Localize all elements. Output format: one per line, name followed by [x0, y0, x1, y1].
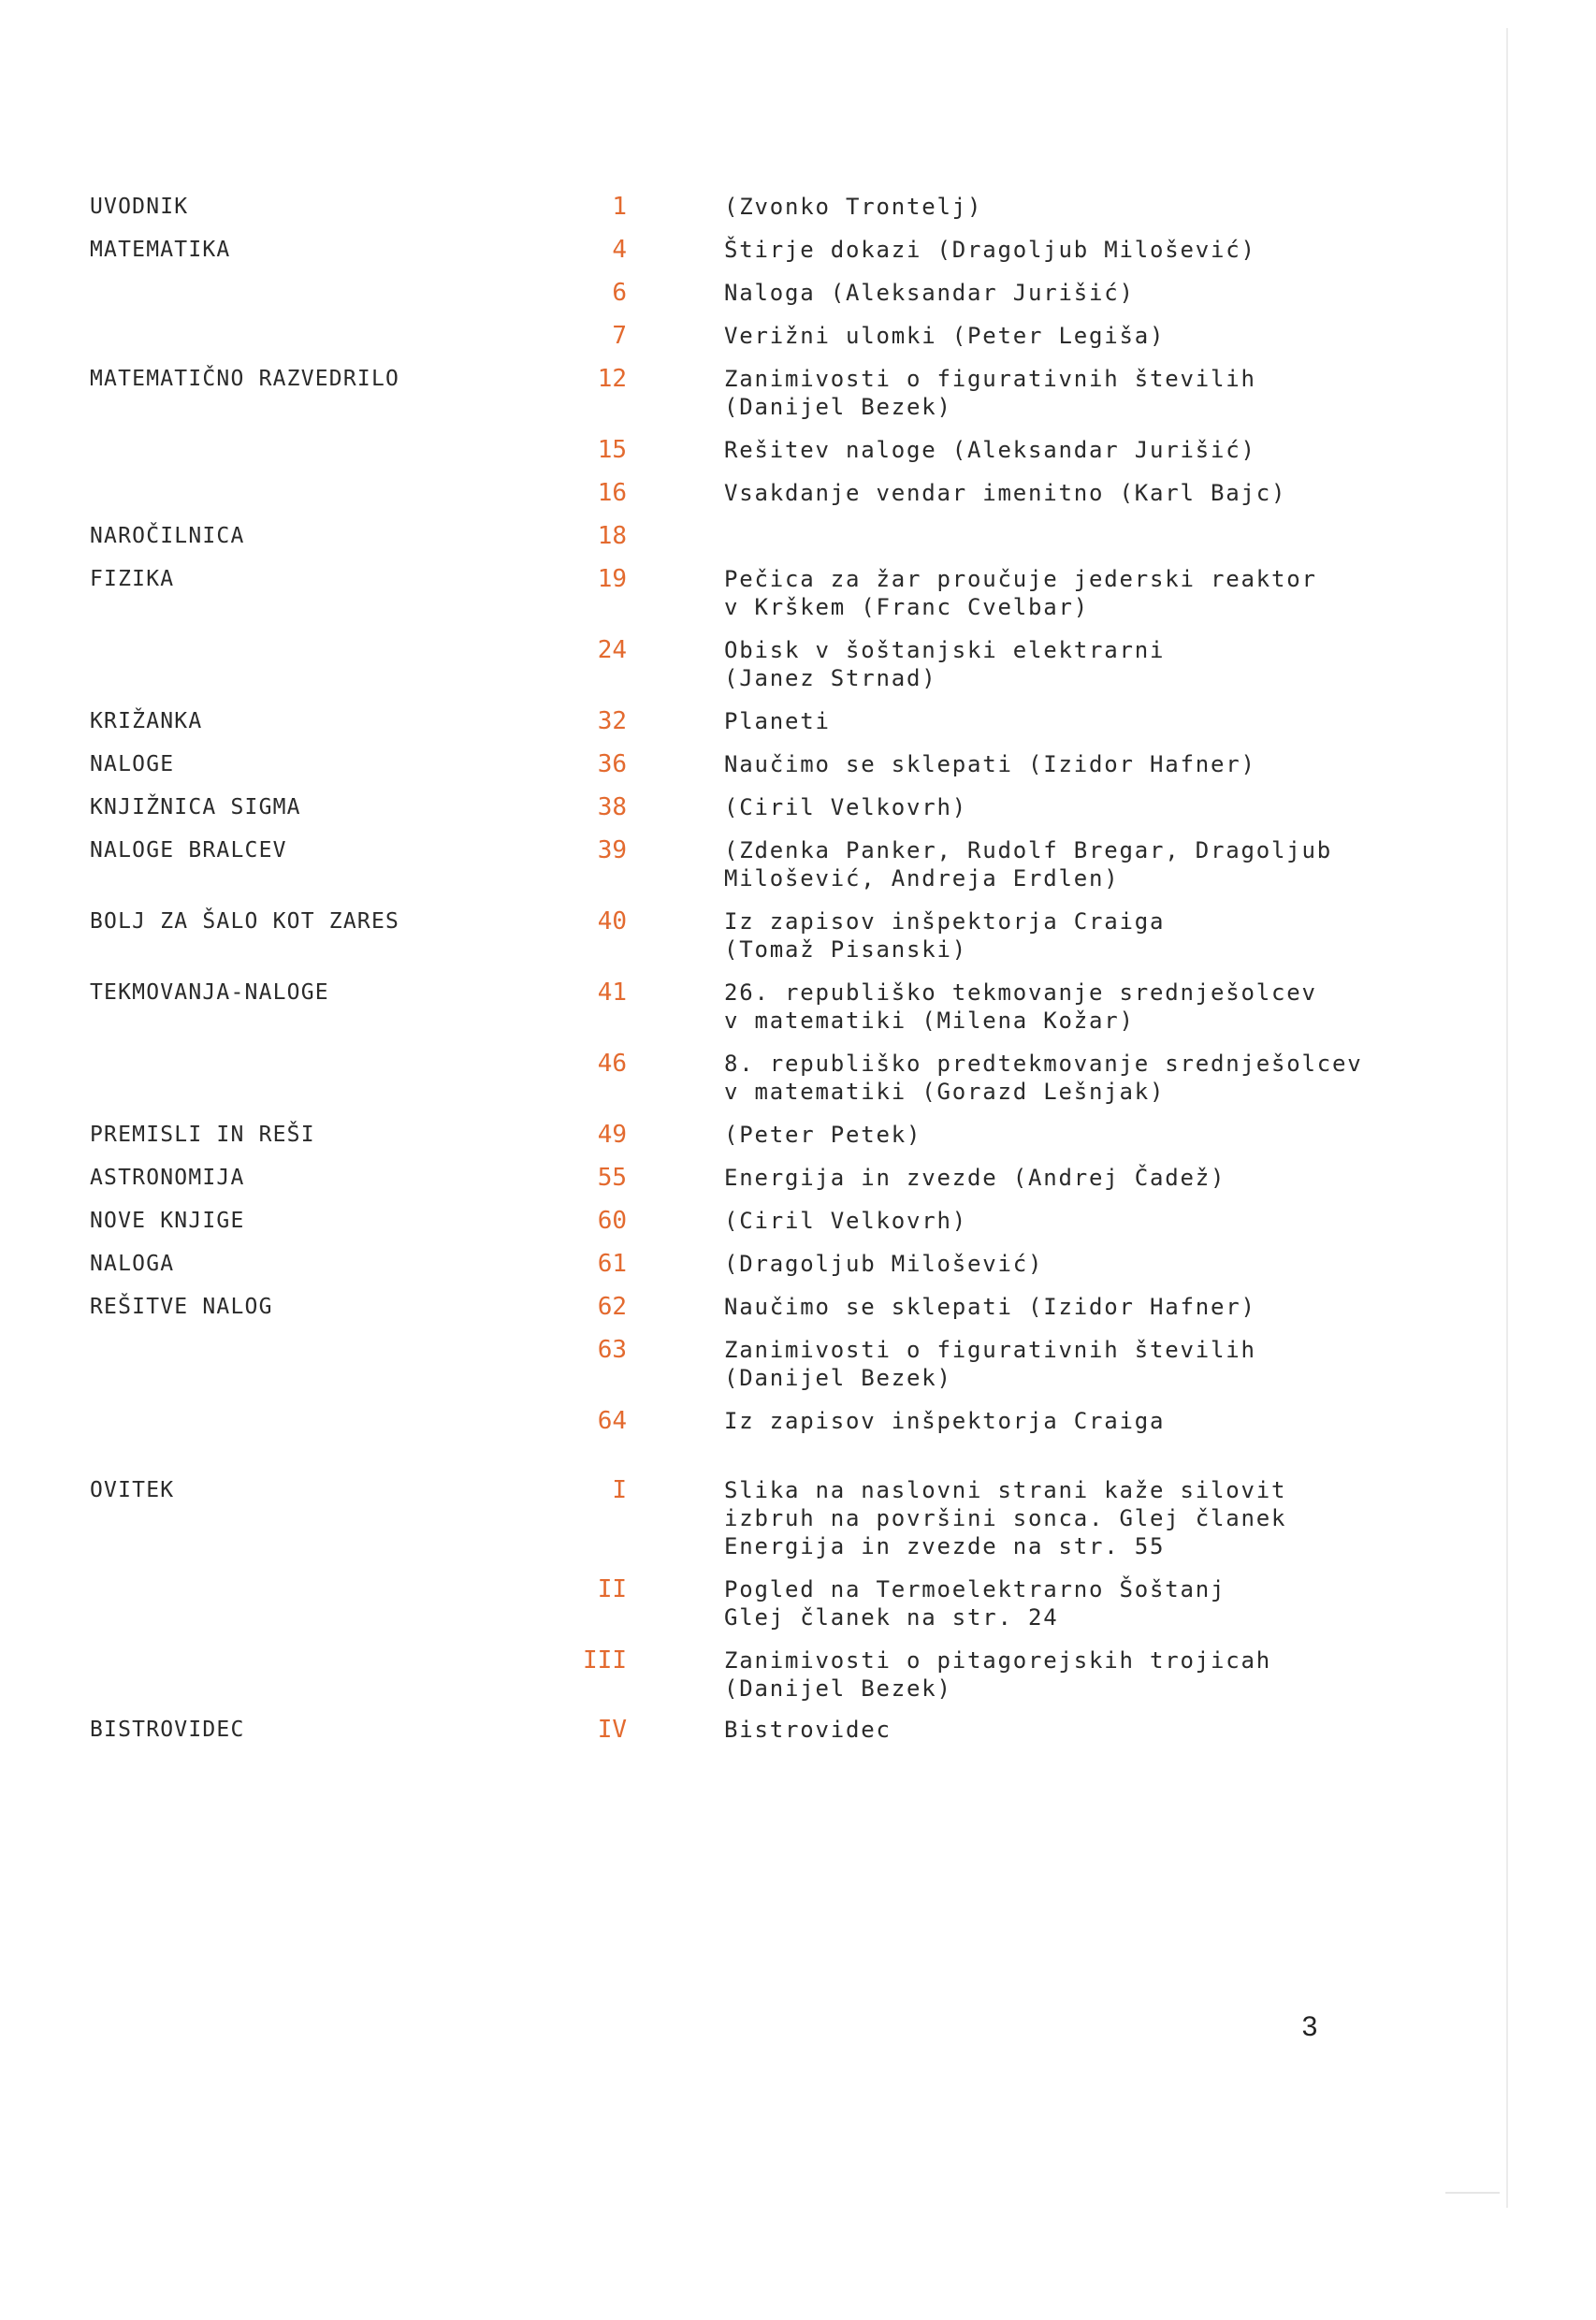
toc-title: Bistrovidec — [724, 1717, 892, 1743]
toc-title: Zanimivosti o figurativnih številih (Danijel Bezek) — [724, 1337, 1256, 1391]
toc-page: 19 — [597, 565, 627, 593]
toc-title: Naloga (Aleksandar Jurišić) — [724, 280, 1135, 306]
toc-page: 60 — [597, 1207, 627, 1235]
toc-title: Planeti — [724, 708, 831, 734]
toc-section: ASTRONOMIJA — [90, 1166, 245, 1190]
toc-title: Iz zapisov inšpektorja Craiga — [724, 1408, 1166, 1434]
toc-section: BISTROVIDEC — [90, 1718, 245, 1742]
toc-page: 41 — [597, 979, 627, 1007]
toc-section: BOLJ ZA ŠALO KOT ZARES — [90, 909, 400, 934]
toc-title: Štirje dokazi (Dragoljub Milošević) — [724, 237, 1256, 263]
toc-page: 1 — [612, 193, 627, 221]
toc-title: (Dragoljub Milošević) — [724, 1251, 1044, 1277]
toc-page: 6 — [612, 279, 627, 307]
toc-page: 7 — [612, 322, 627, 350]
toc-title: (Zvonko Trontelj) — [724, 194, 983, 220]
toc-page: 24 — [597, 636, 627, 664]
toc-page: 55 — [597, 1164, 627, 1192]
toc-section: NALOGA — [90, 1252, 175, 1276]
toc-title: Energija in zvezde (Andrej Čadež) — [724, 1165, 1226, 1191]
toc-page: 12 — [597, 365, 627, 393]
toc-section: REŠITVE NALOG — [90, 1295, 273, 1319]
toc-title: (Peter Petek) — [724, 1122, 922, 1148]
toc-title: (Ciril Velkovrh) — [724, 1208, 967, 1234]
toc-section: KRIŽANKA — [90, 709, 203, 733]
toc-title: Pečica za žar proučuje jederski reaktor v Krškem (Franc Cvelbar) — [724, 566, 1317, 620]
toc-page: 18 — [597, 522, 627, 550]
toc-section: FIZIKA — [90, 567, 175, 591]
toc-page: II — [597, 1575, 627, 1603]
toc-page: 49 — [597, 1121, 627, 1149]
toc-page: 40 — [597, 907, 627, 935]
toc-page: 63 — [597, 1336, 627, 1364]
toc-page: 36 — [597, 750, 627, 778]
scan-edge-line — [1506, 28, 1508, 2208]
toc-page: 15 — [597, 436, 627, 464]
toc-page: 61 — [597, 1250, 627, 1278]
toc-page: 32 — [597, 707, 627, 735]
scan-edge-tick — [1445, 2192, 1500, 2194]
toc-page: 16 — [597, 479, 627, 507]
toc-page: III — [583, 1646, 627, 1675]
toc-page: IV — [597, 1716, 627, 1744]
toc-title: (Zdenka Panker, Rudolf Bregar, Dragoljub Milošević, Andreja Erdlen) — [724, 837, 1332, 892]
toc-title: 26. republiško tekmovanje srednješolcev v matematiki (Milena Kožar) — [724, 979, 1317, 1034]
toc-page: 64 — [597, 1407, 627, 1435]
toc-title: Naučimo se sklepati (Izidor Hafner) — [724, 751, 1256, 777]
toc-page: 62 — [597, 1293, 627, 1321]
toc-section: OVITEK — [90, 1478, 175, 1502]
toc-page: 4 — [612, 236, 627, 264]
toc-page: I — [612, 1476, 627, 1504]
toc-title: Obisk v šoštanjski elektrarni (Janez Strnad) — [724, 637, 1166, 691]
toc-section: NALOGE — [90, 752, 175, 776]
toc-title: Rešitev naloge (Aleksandar Jurišić) — [724, 437, 1256, 463]
toc-title: 8. republiško predtekmovanje srednješolcev v matematiki (Gorazd Lešnjak) — [724, 1051, 1363, 1105]
toc-section: NAROČILNICA — [90, 524, 245, 548]
toc-section: KNJIŽNICA SIGMA — [90, 795, 301, 819]
toc-title: Pogled na Termoelektrarno Šoštanj Glej članek na str. 24 — [724, 1576, 1226, 1631]
toc-title: Zanimivosti o pitagorejskih trojicah (Danijel Bezek) — [724, 1647, 1271, 1702]
toc-section: UVODNIK — [90, 195, 189, 219]
toc-page: 38 — [597, 793, 627, 821]
toc-section: TEKMOVANJA-NALOGE — [90, 980, 329, 1005]
toc-section: NALOGE BRALCEV — [90, 838, 287, 863]
toc-title: (Ciril Velkovrh) — [724, 794, 967, 820]
toc-title: Verižni ulomki (Peter Legiša) — [724, 323, 1166, 349]
toc-section: MATEMATIKA — [90, 238, 231, 262]
toc-page: 39 — [597, 836, 627, 864]
toc-page: 46 — [597, 1050, 627, 1078]
toc-title: Slika na naslovni strani kaže silovit izbruh na površini sonca. Glej članek Energija in zvezde na str. 55 — [724, 1477, 1287, 1559]
toc-title: Naučimo se sklepati (Izidor Hafner) — [724, 1294, 1256, 1320]
toc-section: PREMISLI IN REŠI — [90, 1123, 315, 1147]
toc-title: Iz zapisov inšpektorja Craiga (Tomaž Pisanski) — [724, 908, 1166, 963]
toc-title: Vsakdanje vendar imenitno (Karl Bajc) — [724, 480, 1287, 506]
page-number: 3 — [1301, 2011, 1318, 2042]
toc-title: Zanimivosti o figurativnih številih (Danijel Bezek) — [724, 366, 1256, 420]
toc-section: NOVE KNJIGE — [90, 1209, 245, 1233]
toc-section: MATEMATIČNO RAZVEDRILO — [90, 367, 400, 391]
